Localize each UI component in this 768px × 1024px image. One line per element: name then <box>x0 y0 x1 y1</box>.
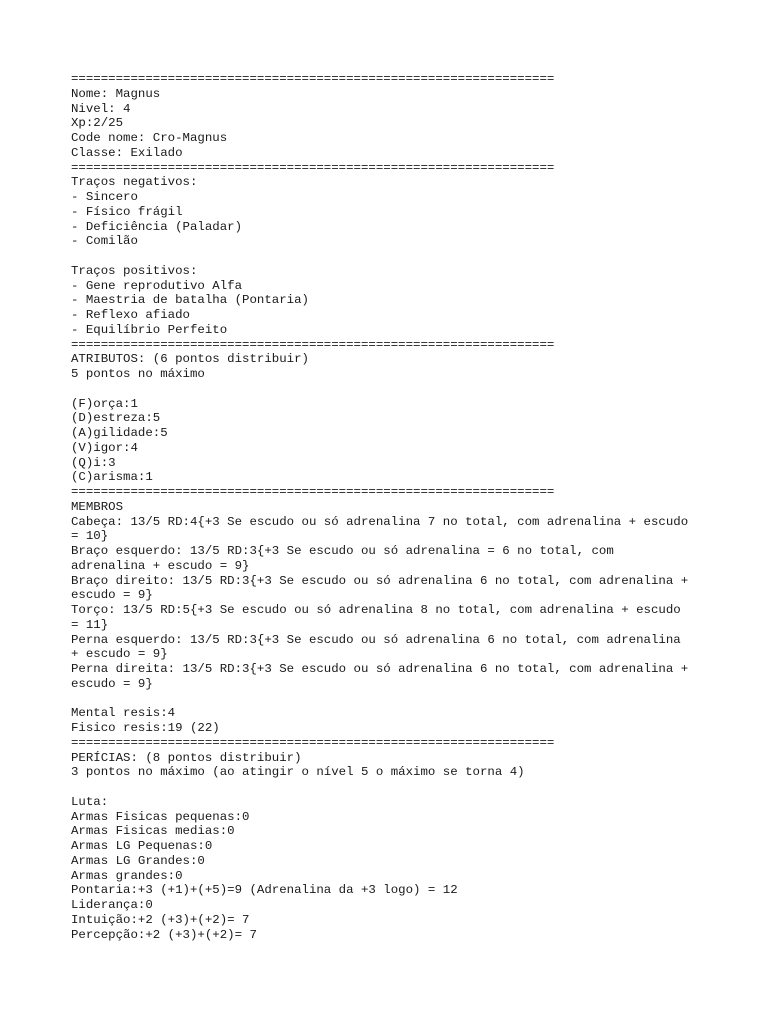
fight-heading: Luta: <box>71 794 109 809</box>
limb-head: Cabeça: 13/5 RD:4{+3 Se escudo ou só adrenalina 7 no total, com adrenalina + escudo <box>71 514 689 529</box>
limb-left-leg: Perna esquerdo: 13/5 RD:3{+3 Se escudo ou só adrenalina 6 no total, com adrenalina <box>71 632 681 647</box>
attribute-charisma: (C)arisma:1 <box>71 470 153 485</box>
limb-torso-cont: = 11} <box>71 617 109 632</box>
limb-right-arm-cont: escudo = 9} <box>71 588 153 603</box>
separator-line: ================================================================= <box>71 160 555 175</box>
blank-line <box>71 382 711 397</box>
separator-line: ================================================================= <box>71 485 555 499</box>
separator-line: ================================================================= <box>71 337 555 352</box>
positive-trait-item: - Gene reprodutivo Alfa <box>71 278 243 293</box>
skill-perception: Percepção:+2 (+3)+(+2)= 7 <box>71 927 257 942</box>
skills-max-note: 3 pontos no máximo (ao atingir o nível 5 o máximo se torna 4) <box>71 765 525 780</box>
attribute-agility: (A)gilidade:5 <box>71 426 168 440</box>
attribute-qi: (Q)i:3 <box>71 455 116 470</box>
limb-left-arm: Braço esquerdo: 13/5 RD:3{+3 Se escudo ou só adrenalina = 6 no total, com <box>71 544 614 558</box>
positive-trait-item: - Equilíbrio Perfeito <box>71 322 228 337</box>
blank-line <box>71 692 711 707</box>
limb-left-arm-cont: adrenalina + escudo = 9} <box>71 558 250 573</box>
skill-aim: Pontaria:+3 (+1)+(+5)=9 (Adrenalina da +3 logo) = 12 <box>71 883 458 898</box>
limbs-heading: MEMBROS <box>71 499 124 514</box>
level-line: Nivel: 4 <box>71 101 131 116</box>
skill-item: Armas Fisicas medias:0 <box>71 824 235 839</box>
attributes-max-note: 5 pontos no máximo <box>71 367 205 381</box>
limb-right-arm: Braço direito: 13/5 RD:3{+3 Se escudo ou só adrenalina 6 no total, com adrenalina + <box>71 573 689 588</box>
physical-resistance: Fisico resis:19 (22) <box>71 721 220 735</box>
separator-line: ================================================================= <box>71 735 555 750</box>
code-name-line: Code nome: Cro-Magnus <box>71 131 228 145</box>
attribute-dexterity: (D)estreza:5 <box>71 411 161 426</box>
xp-line: Xp:2/25 <box>71 116 124 131</box>
limb-torso: Torço: 13/5 RD:5{+3 Se escudo ou só adrenalina 8 no total, com adrenalina + escudo <box>71 603 681 617</box>
negative-trait-item: - Deficiência (Paladar) <box>71 219 243 234</box>
negative-traits-heading: Traços negativos: <box>71 175 198 190</box>
positive-traits-heading: Traços positivos: <box>71 263 198 278</box>
skill-item: Armas LG Pequenas:0 <box>71 839 213 853</box>
separator-line: ================================================================= <box>71 72 555 86</box>
mental-resistance: Mental resis:4 <box>71 706 176 721</box>
skill-item: Armas grandes:0 <box>71 868 183 883</box>
skill-leadership: Liderança:0 <box>71 898 153 912</box>
blank-line <box>71 780 711 795</box>
limb-right-leg-cont: escudo = 9} <box>71 676 153 691</box>
attributes-heading: ATRIBUTOS: (6 pontos distribuir) <box>71 352 309 367</box>
blank-line <box>71 249 711 264</box>
limb-right-leg: Perna direita: 13/5 RD:3{+3 Se escudo ou só adrenalina 6 no total, com adrenalina + <box>71 662 689 676</box>
positive-trait-item: - Maestria de batalha (Pontaria) <box>71 293 309 308</box>
attribute-vigor: (V)igor:4 <box>71 440 138 455</box>
negative-trait-item: - Físico frágil <box>71 204 183 219</box>
negative-trait-item: - Comilão <box>71 234 138 249</box>
positive-trait-item: - Reflexo afiado <box>71 308 190 322</box>
document-body <box>71 72 711 942</box>
class-line: Classe: Exilado <box>71 145 183 160</box>
skill-intuition: Intuição:+2 (+3)+(+2)= 7 <box>71 912 250 927</box>
skill-item: Armas Fisicas pequenas:0 <box>71 809 250 824</box>
skills-heading: PERÍCIAS: (8 pontos distribuir) <box>71 750 302 765</box>
attribute-strength: (F)orça:1 <box>71 396 138 411</box>
limb-left-leg-cont: + escudo = 9} <box>71 647 168 662</box>
skill-item: Armas LG Grandes:0 <box>71 853 205 868</box>
limb-head-cont: = 10} <box>71 529 109 544</box>
negative-trait-item: - Sincero <box>71 190 138 204</box>
name-line: Nome: Magnus <box>71 86 161 101</box>
